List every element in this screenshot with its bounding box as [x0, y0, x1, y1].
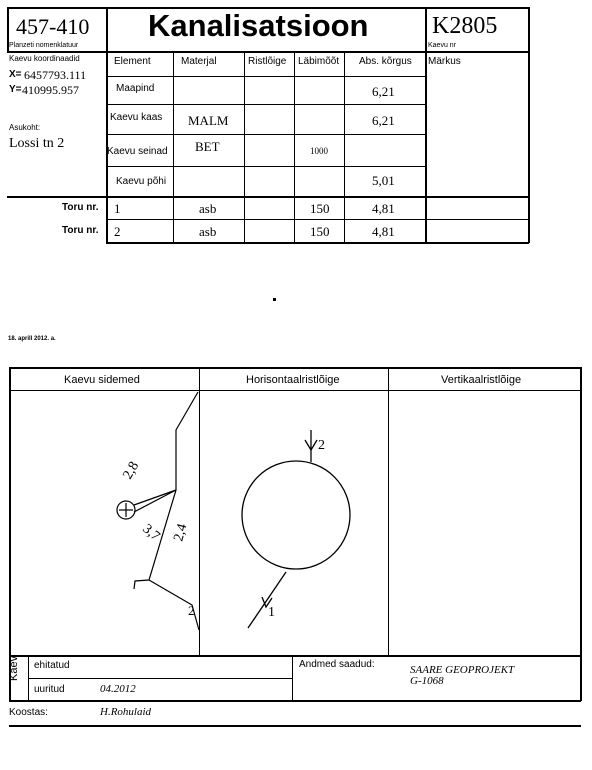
- x-label: X=: [9, 69, 22, 80]
- table-row-element: Maapind: [116, 83, 155, 94]
- y-label: Y=: [9, 84, 22, 95]
- header-cross-section: Ristlõige: [248, 56, 287, 67]
- table-row-material: MALM: [188, 113, 229, 128]
- pipe-material: asb: [199, 224, 217, 239]
- header-material: Materjal: [181, 56, 217, 67]
- pipe-diameter: 150: [310, 201, 330, 216]
- table-row-material: BET: [195, 139, 220, 154]
- table-row-element: Kaevu põhi: [116, 176, 167, 187]
- wall-outline: [134, 392, 198, 589]
- built-label: ehitatud: [34, 660, 70, 671]
- table-row-abs: 6,21: [372, 84, 395, 99]
- sheet-number-label: Planzeti nomenklatuur: [9, 42, 79, 49]
- pipe-abs: 4,81: [372, 201, 395, 216]
- pipe-label: 1: [268, 605, 275, 620]
- pipe-material: asb: [199, 201, 217, 216]
- data-source-code: G-1068: [410, 675, 444, 687]
- well-number: K2805: [432, 13, 498, 39]
- data-source-label: Andmed saadud:: [299, 659, 375, 670]
- pipe-line: [248, 572, 286, 628]
- page-title: Kanalisatsioon: [148, 8, 369, 43]
- author-value: H.Rohulaid: [100, 706, 152, 718]
- pipe-number: 2: [114, 224, 121, 239]
- pipe-number: 1: [114, 201, 121, 216]
- surveyed-value: 04.2012: [100, 683, 136, 695]
- x-value: 6457793.111: [24, 68, 87, 82]
- table-row-diameter: 1000: [310, 146, 328, 156]
- y-value: 410995.957: [22, 83, 79, 97]
- manhole-circle: [242, 461, 350, 569]
- header-abs-height: Abs. kõrgus: [359, 56, 412, 67]
- horizontal-section-sketch: [242, 430, 350, 628]
- measure-line: [134, 490, 176, 512]
- pipe-label: Toru nr.: [62, 225, 99, 236]
- dimension-label: 2: [188, 603, 195, 618]
- table-row-element: Kaevu seinad: [107, 146, 168, 157]
- dimension-label: 3,7: [139, 521, 163, 545]
- pipe-abs: 4,81: [372, 224, 395, 239]
- connections-sketch: [117, 392, 199, 630]
- section-title: Vertikaalristlõige: [441, 374, 522, 386]
- measure-line: [134, 490, 176, 505]
- header-diameter: Läbimõõt: [298, 56, 340, 67]
- table-row-abs: 5,01: [372, 173, 395, 188]
- location-label: Asukoht:: [9, 123, 41, 132]
- document-date: 18. aprill 2012. a.: [8, 336, 56, 342]
- table-row-abs: 6,21: [372, 113, 395, 128]
- section-title: Kaevu sidemed: [64, 374, 140, 386]
- dimension-label: 2,8: [120, 459, 143, 482]
- well-number-label: Kaevu nr: [428, 42, 457, 49]
- data-source-value: SAARE GEOPROJEKT: [410, 664, 515, 676]
- dimension-label: 2,4: [171, 522, 191, 544]
- coords-label: Kaevu koordinaadid: [9, 54, 80, 63]
- pipe-diameter: 150: [310, 224, 330, 239]
- header-element: Element: [114, 56, 151, 67]
- section-title: Horisontaalristlõige: [246, 374, 340, 386]
- author-label: Koostas:: [9, 707, 48, 718]
- location-value: Lossi tn 2: [9, 136, 65, 151]
- sheet-number: 457-410: [16, 14, 90, 39]
- header-notes: Märkus: [428, 56, 461, 67]
- surveyed-label: uuritud: [34, 684, 65, 695]
- pipe-label: Toru nr.: [62, 202, 99, 213]
- table-row-element: Kaevu kaas: [110, 112, 163, 123]
- side-label: Kaev: [8, 655, 20, 681]
- pipe-label: 2: [318, 438, 325, 453]
